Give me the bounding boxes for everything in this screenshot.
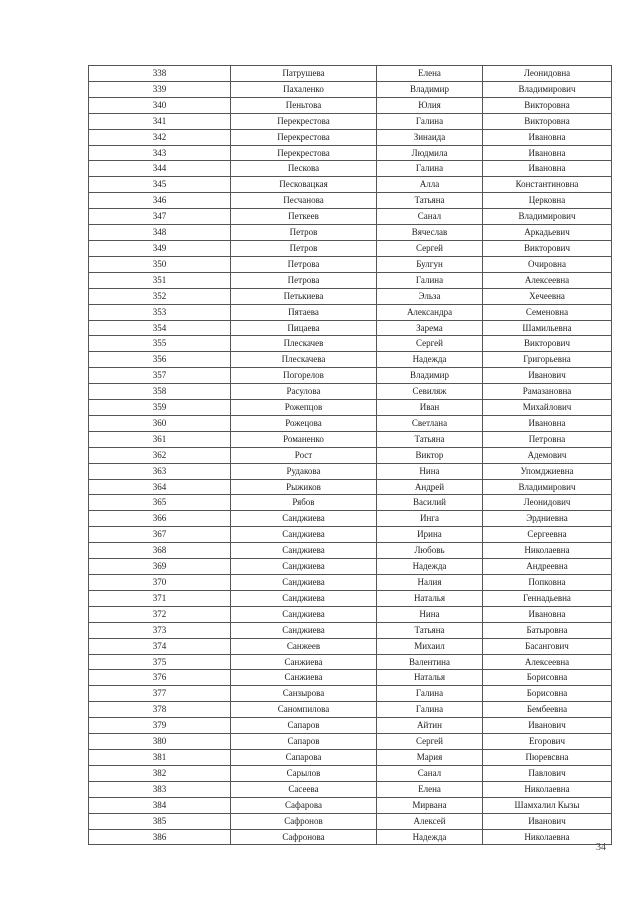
row-number: 376 bbox=[89, 670, 231, 686]
surname-cell: Расулова bbox=[231, 384, 377, 400]
surname-cell: Сафарова bbox=[231, 797, 377, 813]
patronymic-cell: Геннадьевна bbox=[483, 590, 612, 606]
patronymic-cell: Андреевна bbox=[483, 559, 612, 575]
table-row bbox=[89, 511, 612, 527]
surname-cell: Санзырова bbox=[231, 686, 377, 702]
surname-cell: Петкеев bbox=[231, 209, 377, 225]
row-number: 340 bbox=[89, 97, 231, 113]
surname-cell: Санжиева bbox=[231, 670, 377, 686]
row-number: 386 bbox=[89, 829, 231, 845]
patronymic-cell: Рамазановна bbox=[483, 384, 612, 400]
surname-cell: Сасеева bbox=[231, 781, 377, 797]
table-row bbox=[89, 479, 612, 495]
first-name-cell: Андрей bbox=[377, 479, 483, 495]
table-row bbox=[89, 113, 612, 129]
row-number: 346 bbox=[89, 193, 231, 209]
surname-cell: Рябов bbox=[231, 495, 377, 511]
surname-cell: Пицаева bbox=[231, 320, 377, 336]
first-name-cell: Галина bbox=[377, 702, 483, 718]
table-row bbox=[89, 288, 612, 304]
patronymic-cell: Шамхалил Кызы bbox=[483, 797, 612, 813]
surname-cell: Сарылов bbox=[231, 765, 377, 781]
patronymic-cell: Сергеевна bbox=[483, 527, 612, 543]
table-row bbox=[89, 320, 612, 336]
surname-cell: Песчанова bbox=[231, 193, 377, 209]
first-name-cell: Надежда bbox=[377, 829, 483, 845]
surname-cell: Патрушева bbox=[231, 66, 377, 82]
table-row bbox=[89, 304, 612, 320]
roster-table bbox=[88, 65, 612, 845]
patronymic-cell: Иванович bbox=[483, 813, 612, 829]
patronymic-cell: Ивановна bbox=[483, 129, 612, 145]
patronymic-cell: Викторовна bbox=[483, 113, 612, 129]
surname-cell: Сафронов bbox=[231, 813, 377, 829]
patronymic-cell: Викторович bbox=[483, 336, 612, 352]
table-row bbox=[89, 463, 612, 479]
first-name-cell: Галина bbox=[377, 161, 483, 177]
table-row bbox=[89, 145, 612, 161]
first-name-cell: Надежда bbox=[377, 559, 483, 575]
row-number: 345 bbox=[89, 177, 231, 193]
patronymic-cell: Церковна bbox=[483, 193, 612, 209]
patronymic-cell: Борисовна bbox=[483, 670, 612, 686]
first-name-cell: Налия bbox=[377, 575, 483, 591]
patronymic-cell: Хечеевна bbox=[483, 288, 612, 304]
first-name-cell: Михаил bbox=[377, 638, 483, 654]
table-row bbox=[89, 622, 612, 638]
first-name-cell: Сергей bbox=[377, 240, 483, 256]
row-number: 338 bbox=[89, 66, 231, 82]
patronymic-cell: Адемович bbox=[483, 447, 612, 463]
first-name-cell: Василий bbox=[377, 495, 483, 511]
patronymic-cell: Аркадьевич bbox=[483, 225, 612, 241]
row-number: 364 bbox=[89, 479, 231, 495]
row-number: 365 bbox=[89, 495, 231, 511]
row-number: 385 bbox=[89, 813, 231, 829]
first-name-cell: Татьяна bbox=[377, 193, 483, 209]
first-name-cell: Валентина bbox=[377, 654, 483, 670]
surname-cell: Петрова bbox=[231, 272, 377, 288]
row-number: 372 bbox=[89, 606, 231, 622]
surname-cell: Перекрестова bbox=[231, 129, 377, 145]
table-row bbox=[89, 336, 612, 352]
table-row bbox=[89, 829, 612, 845]
patronymic-cell: Эрдниевна bbox=[483, 511, 612, 527]
first-name-cell: Елена bbox=[377, 781, 483, 797]
table-row bbox=[89, 447, 612, 463]
row-number: 366 bbox=[89, 511, 231, 527]
row-number: 377 bbox=[89, 686, 231, 702]
table-row bbox=[89, 209, 612, 225]
surname-cell: Сафронова bbox=[231, 829, 377, 845]
patronymic-cell: Петровна bbox=[483, 431, 612, 447]
row-number: 354 bbox=[89, 320, 231, 336]
row-number: 352 bbox=[89, 288, 231, 304]
first-name-cell: Александра bbox=[377, 304, 483, 320]
row-number: 380 bbox=[89, 734, 231, 750]
surname-cell: Санджиева bbox=[231, 590, 377, 606]
patronymic-cell: Леонидович bbox=[483, 495, 612, 511]
row-number: 378 bbox=[89, 702, 231, 718]
surname-cell: Петров bbox=[231, 240, 377, 256]
patronymic-cell: Владимирович bbox=[483, 81, 612, 97]
first-name-cell: Светлана bbox=[377, 415, 483, 431]
table-row bbox=[89, 765, 612, 781]
row-number: 339 bbox=[89, 81, 231, 97]
row-number: 347 bbox=[89, 209, 231, 225]
first-name-cell: Ирина bbox=[377, 527, 483, 543]
surname-cell: Санжеев bbox=[231, 638, 377, 654]
patronymic-cell: Попковна bbox=[483, 575, 612, 591]
surname-cell: Санджиева bbox=[231, 606, 377, 622]
table-row bbox=[89, 495, 612, 511]
table-row bbox=[89, 81, 612, 97]
row-number: 357 bbox=[89, 368, 231, 384]
surname-cell: Петькиева bbox=[231, 288, 377, 304]
first-name-cell: Людмила bbox=[377, 145, 483, 161]
surname-cell: Санджиева bbox=[231, 543, 377, 559]
row-number: 348 bbox=[89, 225, 231, 241]
first-name-cell: Санал bbox=[377, 209, 483, 225]
table-row bbox=[89, 415, 612, 431]
first-name-cell: Сергей bbox=[377, 734, 483, 750]
table-row bbox=[89, 749, 612, 765]
first-name-cell: Владимир bbox=[377, 368, 483, 384]
patronymic-cell: Владимирович bbox=[483, 479, 612, 495]
patronymic-cell: Владимирович bbox=[483, 209, 612, 225]
row-number: 361 bbox=[89, 431, 231, 447]
row-number: 353 bbox=[89, 304, 231, 320]
first-name-cell: Мирвана bbox=[377, 797, 483, 813]
surname-cell: Санджиева bbox=[231, 575, 377, 591]
table-row bbox=[89, 177, 612, 193]
table-row bbox=[89, 543, 612, 559]
patronymic-cell: Иванович bbox=[483, 718, 612, 734]
table-row bbox=[89, 97, 612, 113]
surname-cell: Погорелов bbox=[231, 368, 377, 384]
patronymic-cell: Николаевна bbox=[483, 543, 612, 559]
surname-cell: Пахаленко bbox=[231, 81, 377, 97]
row-number: 343 bbox=[89, 145, 231, 161]
patronymic-cell: Викторовна bbox=[483, 97, 612, 113]
surname-cell: Рудакова bbox=[231, 463, 377, 479]
row-number: 350 bbox=[89, 256, 231, 272]
row-number: 369 bbox=[89, 559, 231, 575]
first-name-cell: Вячеслав bbox=[377, 225, 483, 241]
roster-table-body bbox=[89, 66, 612, 845]
patronymic-cell: Борисовна bbox=[483, 686, 612, 702]
surname-cell: Перекрестова bbox=[231, 113, 377, 129]
first-name-cell: Татьяна bbox=[377, 431, 483, 447]
surname-cell: Рыжиков bbox=[231, 479, 377, 495]
row-number: 367 bbox=[89, 527, 231, 543]
patronymic-cell: Алексеевна bbox=[483, 272, 612, 288]
table-row bbox=[89, 559, 612, 575]
table-row bbox=[89, 606, 612, 622]
patronymic-cell: Ивановна bbox=[483, 145, 612, 161]
first-name-cell: Наталья bbox=[377, 590, 483, 606]
table-row bbox=[89, 161, 612, 177]
row-number: 382 bbox=[89, 765, 231, 781]
table-row bbox=[89, 240, 612, 256]
first-name-cell: Санал bbox=[377, 765, 483, 781]
table-row bbox=[89, 400, 612, 416]
table-row bbox=[89, 352, 612, 368]
row-number: 359 bbox=[89, 400, 231, 416]
table-row bbox=[89, 813, 612, 829]
first-name-cell: Галина bbox=[377, 113, 483, 129]
patronymic-cell: Семеновна bbox=[483, 304, 612, 320]
surname-cell: Санджиева bbox=[231, 511, 377, 527]
row-number: 351 bbox=[89, 272, 231, 288]
row-number: 375 bbox=[89, 654, 231, 670]
table-row bbox=[89, 638, 612, 654]
first-name-cell: Любовь bbox=[377, 543, 483, 559]
first-name-cell: Виктор bbox=[377, 447, 483, 463]
first-name-cell: Татьяна bbox=[377, 622, 483, 638]
row-number: 355 bbox=[89, 336, 231, 352]
first-name-cell: Нина bbox=[377, 606, 483, 622]
patronymic-cell: Григорьевна bbox=[483, 352, 612, 368]
first-name-cell: Севиляж bbox=[377, 384, 483, 400]
surname-cell: Рожецова bbox=[231, 415, 377, 431]
patronymic-cell: Упомджиевна bbox=[483, 463, 612, 479]
first-name-cell: Инга bbox=[377, 511, 483, 527]
patronymic-cell: Ивановна bbox=[483, 415, 612, 431]
table-row bbox=[89, 654, 612, 670]
page-number: 34 bbox=[596, 842, 606, 853]
surname-cell: Саномпилова bbox=[231, 702, 377, 718]
surname-cell: Плескачева bbox=[231, 352, 377, 368]
first-name-cell: Мария bbox=[377, 749, 483, 765]
table-row bbox=[89, 781, 612, 797]
patronymic-cell: Пюревсвна bbox=[483, 749, 612, 765]
table-row bbox=[89, 575, 612, 591]
row-number: 373 bbox=[89, 622, 231, 638]
patronymic-cell: Басангович bbox=[483, 638, 612, 654]
surname-cell: Пескова bbox=[231, 161, 377, 177]
table-row bbox=[89, 686, 612, 702]
table-row bbox=[89, 797, 612, 813]
first-name-cell: Наталья bbox=[377, 670, 483, 686]
table-row bbox=[89, 66, 612, 82]
table-row bbox=[89, 670, 612, 686]
row-number: 363 bbox=[89, 463, 231, 479]
patronymic-cell: Алексеевна bbox=[483, 654, 612, 670]
table-row bbox=[89, 129, 612, 145]
patronymic-cell: Михайлович bbox=[483, 400, 612, 416]
first-name-cell: Зинаида bbox=[377, 129, 483, 145]
patronymic-cell: Егорович bbox=[483, 734, 612, 750]
surname-cell: Петров bbox=[231, 225, 377, 241]
row-number: 341 bbox=[89, 113, 231, 129]
row-number: 383 bbox=[89, 781, 231, 797]
table-row bbox=[89, 368, 612, 384]
patronymic-cell: Николаевна bbox=[483, 829, 612, 845]
surname-cell: Санжиева bbox=[231, 654, 377, 670]
surname-cell: Плескачев bbox=[231, 336, 377, 352]
patronymic-cell: Шамильевна bbox=[483, 320, 612, 336]
patronymic-cell: Ивановна bbox=[483, 161, 612, 177]
table-row bbox=[89, 527, 612, 543]
first-name-cell: Алла bbox=[377, 177, 483, 193]
first-name-cell: Сергей bbox=[377, 336, 483, 352]
first-name-cell: Галина bbox=[377, 686, 483, 702]
patronymic-cell: Иванович bbox=[483, 368, 612, 384]
table-row bbox=[89, 718, 612, 734]
table-row bbox=[89, 256, 612, 272]
first-name-cell: Булгун bbox=[377, 256, 483, 272]
patronymic-cell: Леонидовна bbox=[483, 66, 612, 82]
row-number: 371 bbox=[89, 590, 231, 606]
table-row bbox=[89, 590, 612, 606]
row-number: 384 bbox=[89, 797, 231, 813]
surname-cell: Сапаров bbox=[231, 718, 377, 734]
table-row bbox=[89, 193, 612, 209]
patronymic-cell: Павлович bbox=[483, 765, 612, 781]
first-name-cell: Зарема bbox=[377, 320, 483, 336]
table-row bbox=[89, 384, 612, 400]
first-name-cell: Иван bbox=[377, 400, 483, 416]
first-name-cell: Эльза bbox=[377, 288, 483, 304]
surname-cell: Рост bbox=[231, 447, 377, 463]
row-number: 381 bbox=[89, 749, 231, 765]
surname-cell: Рожепцов bbox=[231, 400, 377, 416]
row-number: 379 bbox=[89, 718, 231, 734]
row-number: 368 bbox=[89, 543, 231, 559]
patronymic-cell: Викторович bbox=[483, 240, 612, 256]
table-row bbox=[89, 431, 612, 447]
row-number: 344 bbox=[89, 161, 231, 177]
patronymic-cell: Константиновна bbox=[483, 177, 612, 193]
table-row bbox=[89, 225, 612, 241]
row-number: 374 bbox=[89, 638, 231, 654]
table-row bbox=[89, 272, 612, 288]
surname-cell: Санджиева bbox=[231, 559, 377, 575]
row-number: 370 bbox=[89, 575, 231, 591]
row-number: 358 bbox=[89, 384, 231, 400]
first-name-cell: Юлия bbox=[377, 97, 483, 113]
first-name-cell: Елена bbox=[377, 66, 483, 82]
surname-cell: Песковацкая bbox=[231, 177, 377, 193]
surname-cell: Пеньтова bbox=[231, 97, 377, 113]
first-name-cell: Айтин bbox=[377, 718, 483, 734]
patronymic-cell: Очировна bbox=[483, 256, 612, 272]
table-row bbox=[89, 734, 612, 750]
row-number: 342 bbox=[89, 129, 231, 145]
surname-cell: Сапарова bbox=[231, 749, 377, 765]
first-name-cell: Галина bbox=[377, 272, 483, 288]
surname-cell: Сапаров bbox=[231, 734, 377, 750]
row-number: 360 bbox=[89, 415, 231, 431]
row-number: 356 bbox=[89, 352, 231, 368]
patronymic-cell: Батыровна bbox=[483, 622, 612, 638]
patronymic-cell: Ивановна bbox=[483, 606, 612, 622]
first-name-cell: Владимир bbox=[377, 81, 483, 97]
surname-cell: Пятаева bbox=[231, 304, 377, 320]
patronymic-cell: Николаевна bbox=[483, 781, 612, 797]
row-number: 362 bbox=[89, 447, 231, 463]
surname-cell: Перекрестова bbox=[231, 145, 377, 161]
surname-cell: Романенко bbox=[231, 431, 377, 447]
patronymic-cell: Бембеевна bbox=[483, 702, 612, 718]
first-name-cell: Нина bbox=[377, 463, 483, 479]
surname-cell: Санджиева bbox=[231, 527, 377, 543]
surname-cell: Петрова bbox=[231, 256, 377, 272]
surname-cell: Санджиева bbox=[231, 622, 377, 638]
table-row bbox=[89, 702, 612, 718]
first-name-cell: Алексей bbox=[377, 813, 483, 829]
first-name-cell: Надежда bbox=[377, 352, 483, 368]
row-number: 349 bbox=[89, 240, 231, 256]
